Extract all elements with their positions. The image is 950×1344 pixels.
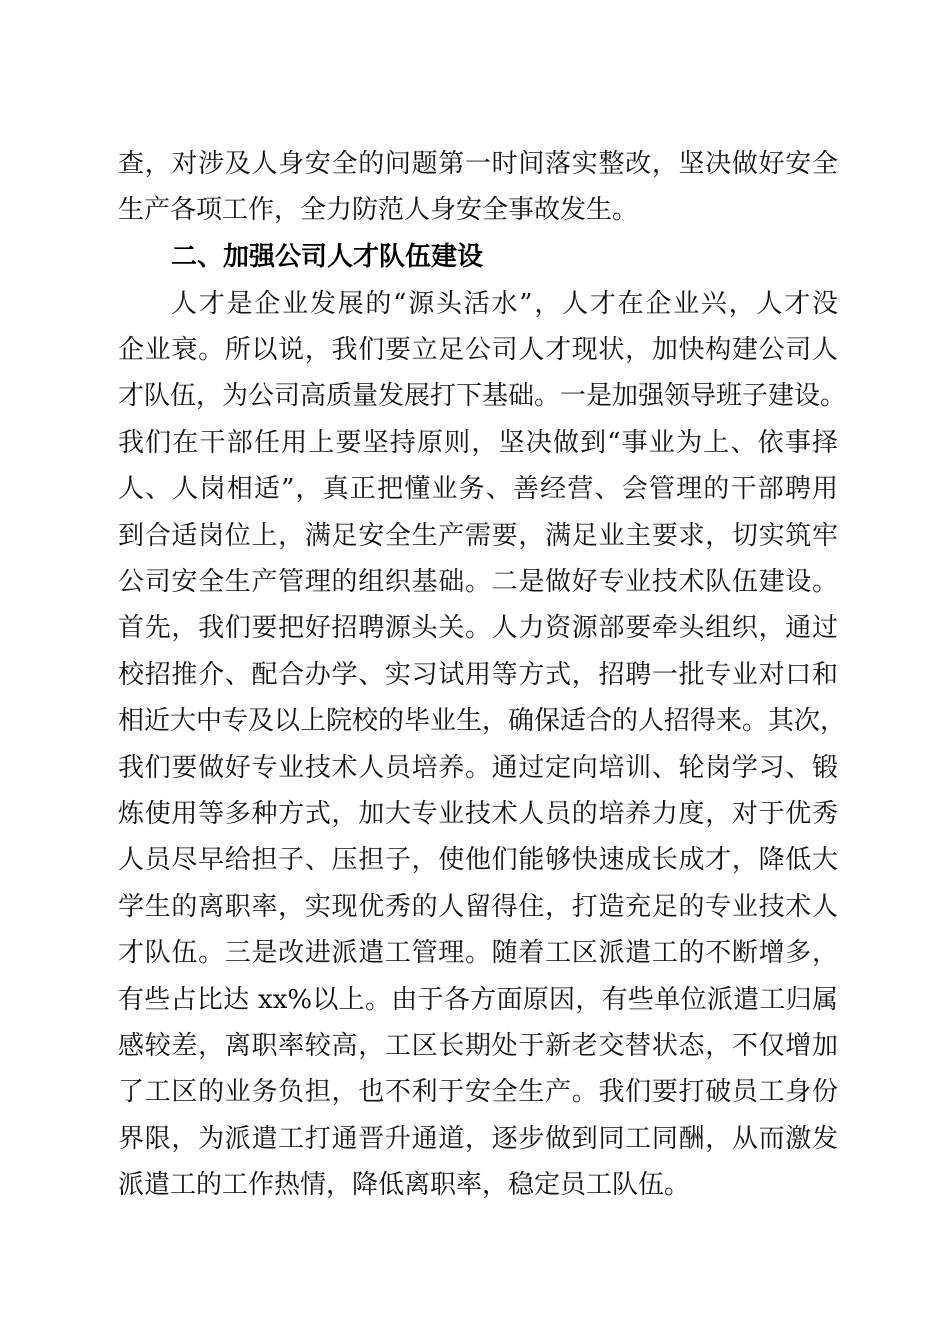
paragraph-line: 了工区的业务负担，也不利于安全生产。我们要打破员工身份 — [118, 1077, 838, 1107]
paragraph-line: 我们要做好专业技术人员培养。通过定向培训、轮岗学习、锻 — [118, 753, 838, 783]
paragraph-line: 校招推介、配合办学、实习试用等方式，招聘一批专业对口和 — [118, 660, 838, 690]
paragraph-line: 界限，为派遣工打通晋升通道，逐步做到同工同酬，从而激发 — [118, 1124, 838, 1154]
paragraph-line: 炼使用等多种方式，加大专业技术人员的培养力度，对于优秀 — [118, 799, 838, 829]
paragraph-line: 企业衰。所以说，我们要立足公司人才现状，加快构建公司人 — [118, 335, 838, 365]
paragraph-line: 首先，我们要把好招聘源头关。人力资源部要牵头组织，通过 — [118, 613, 838, 643]
paragraph-line: 派遣工的工作热情，降低离职率，稳定员工队伍。 — [118, 1170, 691, 1200]
paragraph-line: 人才是企业发展的“源头活水”，人才在企业兴，人才没 — [171, 289, 838, 319]
paragraph-line: 学生的离职率，实现优秀的人留得住，打造充足的专业技术人 — [118, 892, 838, 922]
paragraph-line: 查，对涉及人身安全的问题第一时间落实整改，坚决做好安全 — [118, 149, 838, 179]
paragraph-line: 公司安全生产管理的组织基础。二是做好专业技术队伍建设。 — [118, 567, 838, 597]
paragraph-line: 生产各项工作，全力防范人身安全事故发生。 — [118, 195, 639, 225]
paragraph-line: 我们在干部任用上要坚持原则，坚决做到“事业为上、依事择 — [118, 428, 838, 458]
paragraph-line: 人员尽早给担子、压担子，使他们能够快速成长成才，降低大 — [118, 845, 838, 875]
paragraph-line: 才队伍。三是改进派遣工管理。随着工区派遣工的不断增多， — [118, 938, 838, 968]
paragraph-line: 人、人岗相适”，真正把懂业务、善经营、会管理的干部聘用 — [118, 474, 838, 504]
section-heading: 二、加强公司人才队伍建设 — [171, 242, 484, 272]
paragraph-line: 才队伍，为公司高质量发展打下基础。一是加强领导班子建设。 — [118, 381, 847, 411]
paragraph-line: 感较差，离职率较高，工区长期处于新老交替状态，不仅增加 — [118, 1031, 838, 1061]
paragraph-line: 有些占比达 xx%以上。由于各方面原因，有些单位派遣工归属 — [118, 985, 838, 1015]
paragraph-line: 相近大中专及以上院校的毕业生，确保适合的人招得来。其次， — [118, 706, 847, 736]
paragraph-line: 到合适岗位上，满足安全生产需要，满足业主要求，切实筑牢 — [118, 521, 838, 551]
